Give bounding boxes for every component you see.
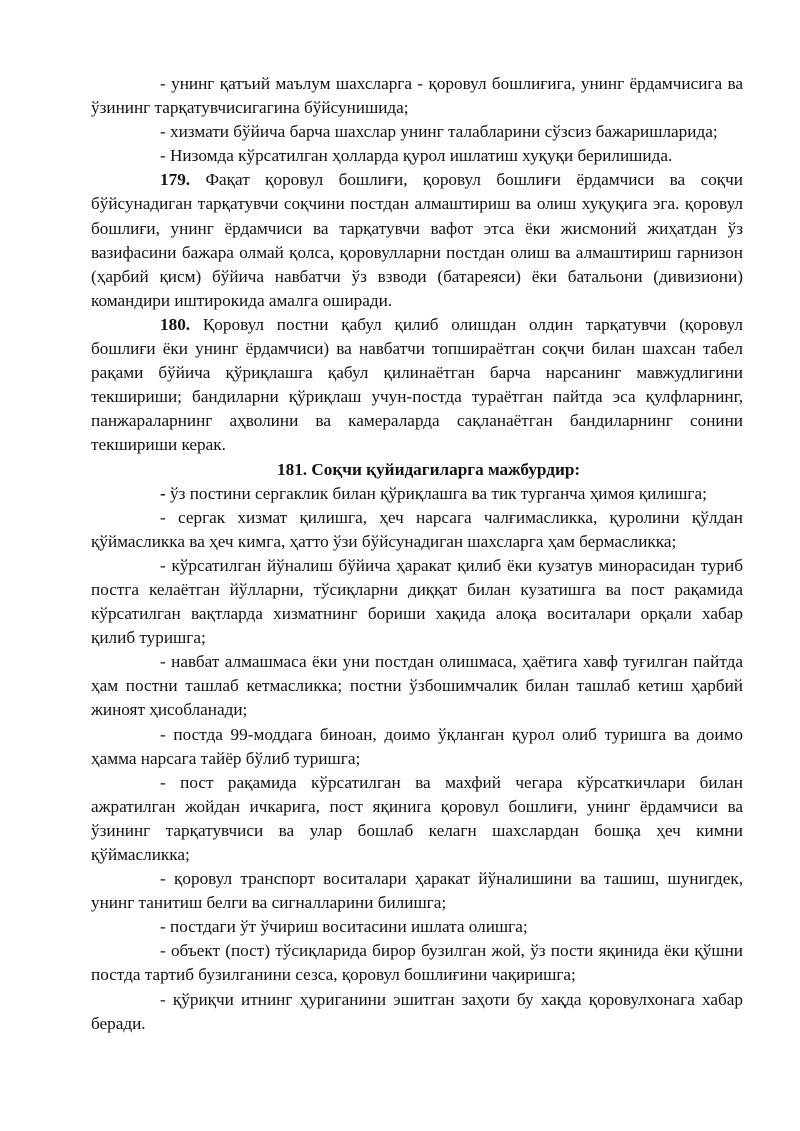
duty-text: - навбат алмашмаса ёки уни постдан олишмаса, ҳаётига хавф туғилган пайтда ҳам постни ташлаб кетмасликка; постни ўзбошимчалик билан ташлаб кетиш ҳарбий жиноят ҳисобланади; <box>91 652 743 720</box>
duty-item <box>91 771 743 867</box>
duty-item <box>91 554 743 650</box>
duty-text: - қўриқчи итнинг ҳуриганини эшитган заҳоти бу хақда қоровулхонага хабар беради. <box>91 989 743 1033</box>
article-180 <box>91 313 743 458</box>
article-number: 180. <box>160 314 191 334</box>
paragraph-obedience <box>91 72 743 120</box>
duty-item <box>91 915 743 939</box>
duty-text: - пост рақамида кўрсатилган ва махфий чегара кўрсаткичлари билан ажратилган жойдан ичкарига, пост яқинига қоровул бошлиғи, унинг ёрдамчиси ва ўзининг тарқатувчиси ва улар бошлаб келагн шахслардан бошқа ҳеч кимни қўймасликка; <box>91 772 743 864</box>
duty-dash: - <box>160 483 166 503</box>
article-179 <box>91 168 743 313</box>
duty-item <box>91 506 743 554</box>
paragraph-weapon-right <box>91 144 743 168</box>
duty-item <box>91 939 743 987</box>
article-text: Қоровул постни қабул қилиб олишдан олдин тарқатувчи (қоровул бошлиғи ёки унинг ёрдамчиси) ва навбатчи топшираётган соқчи билан шахсан табел рақами бўйича қўриқлашга қабул қилинаётган барча нарсанинг мавжудлигини текшириши; бандиларни қўриқлаш учун-постда тураётган пайтда эса қулфларнинг, панжараларнинг аҳволини ва камераларда сақланаётган бандиларнинг сонини текшириши керак. <box>91 314 743 455</box>
duty-item <box>91 723 743 771</box>
paragraph-text: - хизмати бўйича барча шахслар унинг талабларини сўзсиз бажаришларида; <box>160 122 718 142</box>
duty-text: - постда 99-моддага биноан, доимо ўқланган қурол олиб туришга ва доимо ҳамма нарсага тайёр бўлиб туришга; <box>91 724 743 768</box>
duty-item <box>91 482 743 506</box>
paragraph-text: - унинг қатъий маълум шахсларга - қоровул бошлиғига, унинг ёрдамчисига ва ўзининг тарқатувчисигагина бўйсунишида; <box>91 74 743 118</box>
duty-item <box>91 988 743 1036</box>
duty-item <box>91 867 743 915</box>
document-page <box>91 72 743 1036</box>
paragraph-text: - Низомда кўрсатилган ҳолларда қурол ишлатиш хуқуқи берилишида. <box>160 146 673 166</box>
duty-text: - сергак хизмат қилишга, ҳеч нарсага чалғимасликка, қуролини қўлдан қўймасликка ва ҳеч кимга, ҳатто ўзи бўйсунадиган шахсларга ҳам бермасликка; <box>91 507 743 551</box>
article-number: 179. <box>160 170 191 190</box>
duty-item <box>91 650 743 722</box>
duty-text: ўз постини сергаклик билан қўриқлашга ва тик турганча ҳимоя қилишга; <box>165 483 707 503</box>
article-text: Фақат қоровул бошлиғи, қоровул бошлиғи ёрдамчиси ва соқчи бўйсунадиган тарқатувчи соқчини постдан алмаштириш ва олиш хуқуқига эга. қоровул бошлиғи, унинг ёрдамчиси ва тарқатувчи вафот этса ёки жисмоний жиҳатдан ўз вазифасини бажара олмай қолса, қоровулларни постдан олиш ва алмаштириш гарнизон (ҳарбий қисм) бўйича навбатчи ўз взводи (батареяси) ёки батальони (дивизиони) командири иштирокида амалга оширади. <box>91 170 743 310</box>
paragraph-demands <box>91 120 743 144</box>
duty-text: - объект (пост) тўсиқларида бирор бузилган жой, ўз пости яқинида ёки қўшни постда тартиб бузилганини сезса, қоровул бошлиғини чақиришга; <box>91 941 743 985</box>
duty-text: - қоровул транспорт воситалари ҳаракат йўналишини ва ташиш, шунигдек, унинг танитиш белги ва сигналларини билишга; <box>91 869 743 913</box>
article-181-heading: 181. Соқчи қуйидагиларга мажбурдир: <box>277 459 581 479</box>
duty-text: - кўрсатилган йўналиш бўйича ҳаракат қилиб ёки кузатув минорасидан туриб постга келаётган йўлларни, тўсиқларни диққат билан кузатишга ва пост рақамида кўрсатилган вақтларда хизматнинг бориши хақида алоқа воситалари орқали хабар қилиб туришга; <box>91 555 743 648</box>
duty-text: - постдаги ўт ўчириш воситасини ишлата олишга; <box>160 917 528 937</box>
